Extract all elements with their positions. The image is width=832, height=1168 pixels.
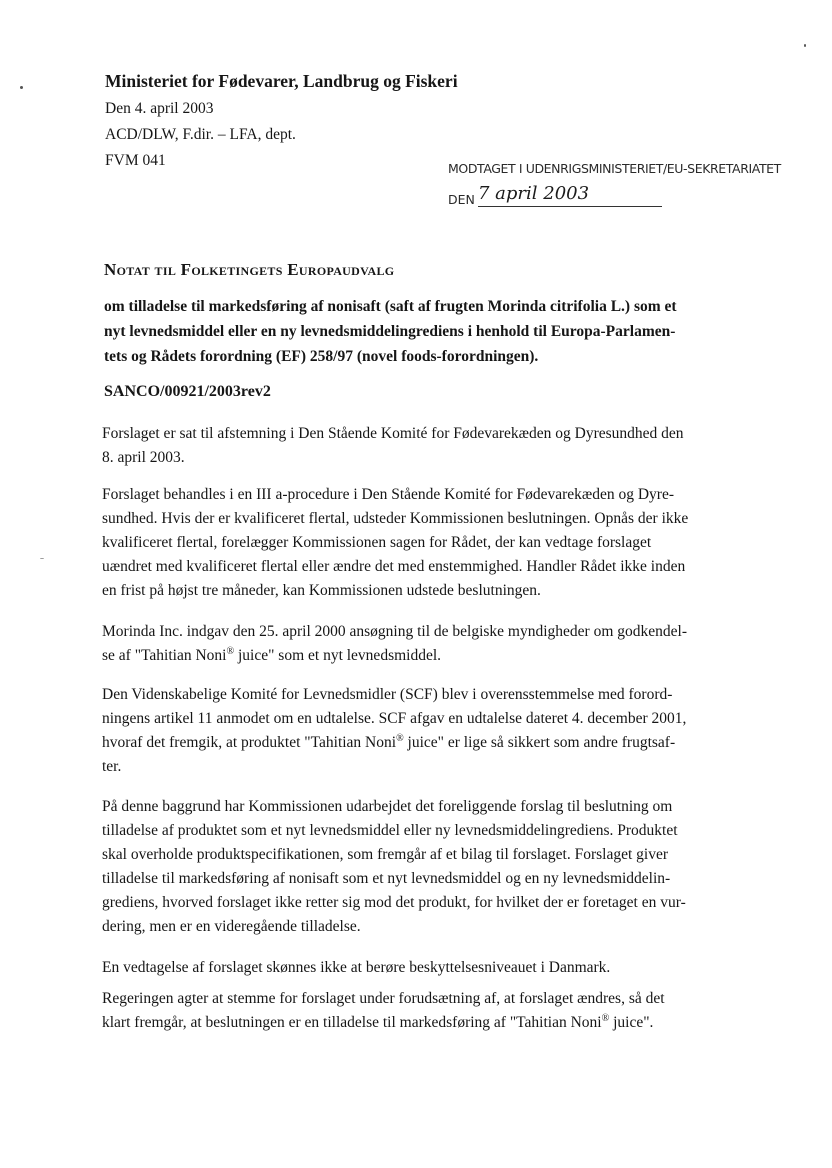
text-line: Forslaget behandles i en III a-procedure i Den Stående Komité for Fødevarekæden og Dyre- [102,486,675,503]
text-line [102,731,742,755]
subject-line: nyt levnedsmiddel eller en ny levnedsmiddelingrediens i henhold til Europa-Parlamen- [104,323,676,340]
text-line: En vedtagelse af forslaget skønnes ikke at berøre beskyttelsesniveauet i Danmark. [102,959,611,976]
text-line: Den Videnskabelige Komité for Levnedsmidler (SCF) blev i overensstemmelse med forord- [102,686,673,703]
case-reference: SANCO/00921/2003rev2 [104,383,271,400]
memo-title: Notat til Folketingets Europaudvalg [104,260,395,279]
text-fragment: klart fremgår, at beslutningen er en tilladelse til markedsføring af "Tahitian Noni [102,1014,602,1031]
registered-mark: ® [226,646,235,657]
text-line: kvalificeret flertal, forelægger Kommissionen sagen for Rådet, der kan vedtage forslaget [102,534,652,551]
text-fragment: juice". [609,1014,654,1031]
text-line: sundhed. Hvis der er kvalificeret flertal, udsteder Kommissionen beslutningen. Opnås der ikke [102,510,689,527]
document-date: Den 4. april 2003 [105,100,214,117]
text-line: tilladelse til markedsføring af nonisaft som et nyt levnedsmiddel og en ny levnedsmiddelin- [102,870,671,887]
office-reference: ACD/DLW, F.dir. – LFA, dept. [105,126,296,143]
text-fragment: se af "Tahitian Noni [102,647,227,664]
ministry-name: Ministeriet for Fødevarer, Landbrug og Fiskeri [105,71,458,91]
scan-speck [20,86,23,89]
memo-subject [104,294,744,369]
text-line: 8. april 2003. [102,449,185,466]
paragraph-commission-proposal [102,795,742,939]
text-line: Forslaget er sat til afstemning i Den Stående Komité for Fødevarekæden og Dyresundhed den [102,425,684,442]
text-fragment: juice" som et nyt levnedsmiddel. [234,647,442,664]
received-stamp: MODTAGET I UDENRIGSMINISTERIET/EU-SEKRETARIATET [448,161,781,176]
stamp-handwritten-date: 7 april 2003 [478,183,590,204]
text-line: ter. [102,758,122,775]
stamp-den-label: DEN [448,192,475,207]
file-number: FVM 041 [105,152,166,169]
text-line: Morinda Inc. indgav den 25. april 2000 ansøgning til de belgiske myndigheder om godkendel- [102,623,688,640]
text-fragment: hvoraf det fremgik, at produktet "Tahitian Noni [102,734,397,751]
text-line: dering, men er en videregående tilladelse. [102,918,361,935]
paragraph-application [102,620,742,668]
paragraph-protection-level [102,956,742,980]
text-line: Regeringen agter at stemme for forslaget under forudsætning af, at forslaget ændres, så det [102,990,665,1007]
text-line: ningens artikel 11 anmodet om en udtalelse. SCF afgav en udtalelse dateret 4. december 2001, [102,710,687,727]
subject-line: om tilladelse til markedsføring af nonisaft (saft af frugten Morinda citrifolia L.) som et [104,298,677,315]
text-line: uændret med kvalificeret flertal eller ændre det med enstemmighed. Handler Rådet ikke inden [102,558,686,575]
text-line [102,1011,742,1035]
text-line: tilladelse af produktet som et nyt levnedsmiddel eller ny levnedsmiddelingrediens. Produktet [102,822,678,839]
stamp-date-underline [478,206,662,207]
text-line [102,644,742,668]
paragraph-procedure [102,483,742,603]
registered-mark: ® [396,733,404,744]
text-line: grediens, hvorved forslaget ikke retter sig mod det produkt, for hvilket der er foretaget en vur- [102,894,686,911]
text-fragment: juice" er lige så sikkert som andre frugtsaf- [403,734,676,751]
paragraph-scf-opinion [102,683,742,779]
text-line: skal overholde produktspecifikationen, som fremgår af et bilag til forslaget. Forslaget giver [102,846,669,863]
subject-line: tets og Rådets forordning (EF) 258/97 (novel foods-forordningen). [104,348,539,365]
text-line: På denne baggrund har Kommissionen udarbejdet det foreliggende forslag til beslutning om [102,798,673,815]
scan-speck [804,44,806,47]
paragraph-vote [102,422,742,470]
text-line: en frist på højst tre måneder, kan Kommissionen udstede beslutningen. [102,582,541,599]
scan-speck [40,558,44,559]
paragraph-government-position [102,987,742,1035]
registered-mark: ® [601,1013,610,1024]
